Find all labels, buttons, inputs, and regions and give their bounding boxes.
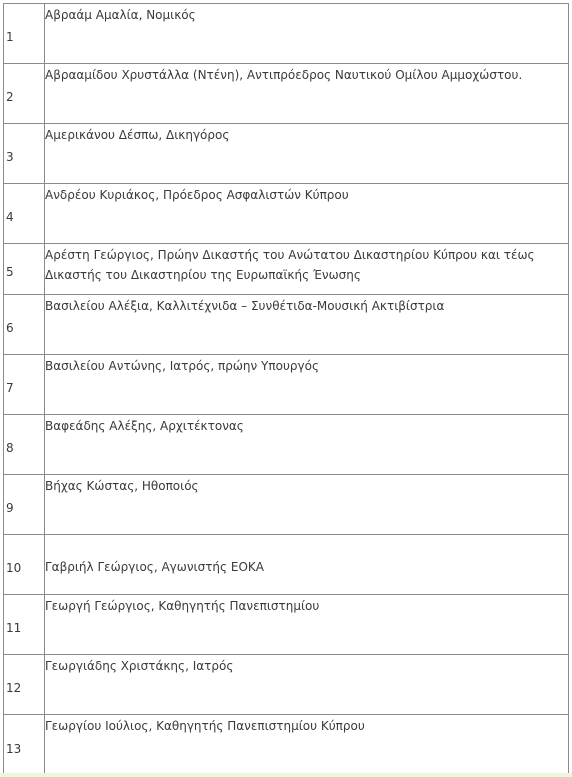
row-number: 9: [4, 475, 45, 535]
table-row: [4, 295, 569, 355]
row-entry: Βασιλείου Αντώνης, Ιατρός, πρώην Υπουργός: [45, 355, 569, 415]
row-entry: Αρέστη Γεώργιος, Πρώην Δικαστής του Ανώτατου Δικαστηρίου Κύπρου και τέως Δικαστής του Δικαστηρίου της Ευρωπαϊκής Ένωσης: [45, 244, 569, 295]
table-row: [4, 415, 569, 475]
row-number: 4: [4, 184, 45, 244]
row-number: 3: [4, 124, 45, 184]
table-row: [4, 475, 569, 535]
row-number: 1: [4, 4, 45, 64]
row-entry: Αβρααμίδου Χρυστάλλα (Ντένη), Αντιπρόεδρος Ναυτικού Ομίλου Αμμοχώστου.: [45, 64, 569, 124]
row-number: 5: [4, 244, 45, 295]
table-row: [4, 124, 569, 184]
row-entry: Γεωργή Γεώργιος, Καθηγητής Πανεπιστημίου: [45, 595, 569, 655]
row-number: 7: [4, 355, 45, 415]
table-row: [4, 535, 569, 595]
table-row: [4, 595, 569, 655]
table-row: [4, 355, 569, 415]
row-entry: Γαβριήλ Γεώργιος, Αγωνιστής ΕΟΚΑ: [45, 535, 569, 595]
table-row: [4, 184, 569, 244]
table-row: [4, 655, 569, 715]
row-number: 12: [4, 655, 45, 715]
table-row: [4, 244, 569, 295]
row-entry: Βήχας Κώστας, Ηθοποιός: [45, 475, 569, 535]
row-entry: Βαφεάδης Αλέξης, Αρχιτέκτονας: [45, 415, 569, 475]
row-number: 6: [4, 295, 45, 355]
table-row: [4, 715, 569, 777]
row-entry: Αμερικάνου Δέσπω, Δικηγόρος: [45, 124, 569, 184]
row-number: 8: [4, 415, 45, 475]
row-entry: Βασιλείου Αλέξια, Καλλιτέχνιδα – Συνθέτιδα-Μουσική Ακτιβίστρια: [45, 295, 569, 355]
row-entry: Γεωργιάδης Χριστάκης, Ιατρός: [45, 655, 569, 715]
row-number: 11: [4, 595, 45, 655]
names-table: [3, 3, 569, 777]
row-number: 10: [4, 535, 45, 595]
table-row: [4, 4, 569, 64]
row-entry: Ανδρέου Κυριάκος, Πρόεδρος Ασφαλιστών Κύπρου: [45, 184, 569, 244]
table-row: [4, 64, 569, 124]
page-bottom-strip: [0, 773, 572, 777]
row-number: 13: [4, 715, 45, 777]
names-table-body: [4, 4, 569, 777]
row-entry: Αβραάμ Αμαλία, Νομικός: [45, 4, 569, 64]
row-entry: Γεωργίου Ιούλιος, Καθηγητής Πανεπιστημίου Κύπρου: [45, 715, 569, 777]
row-number: 2: [4, 64, 45, 124]
